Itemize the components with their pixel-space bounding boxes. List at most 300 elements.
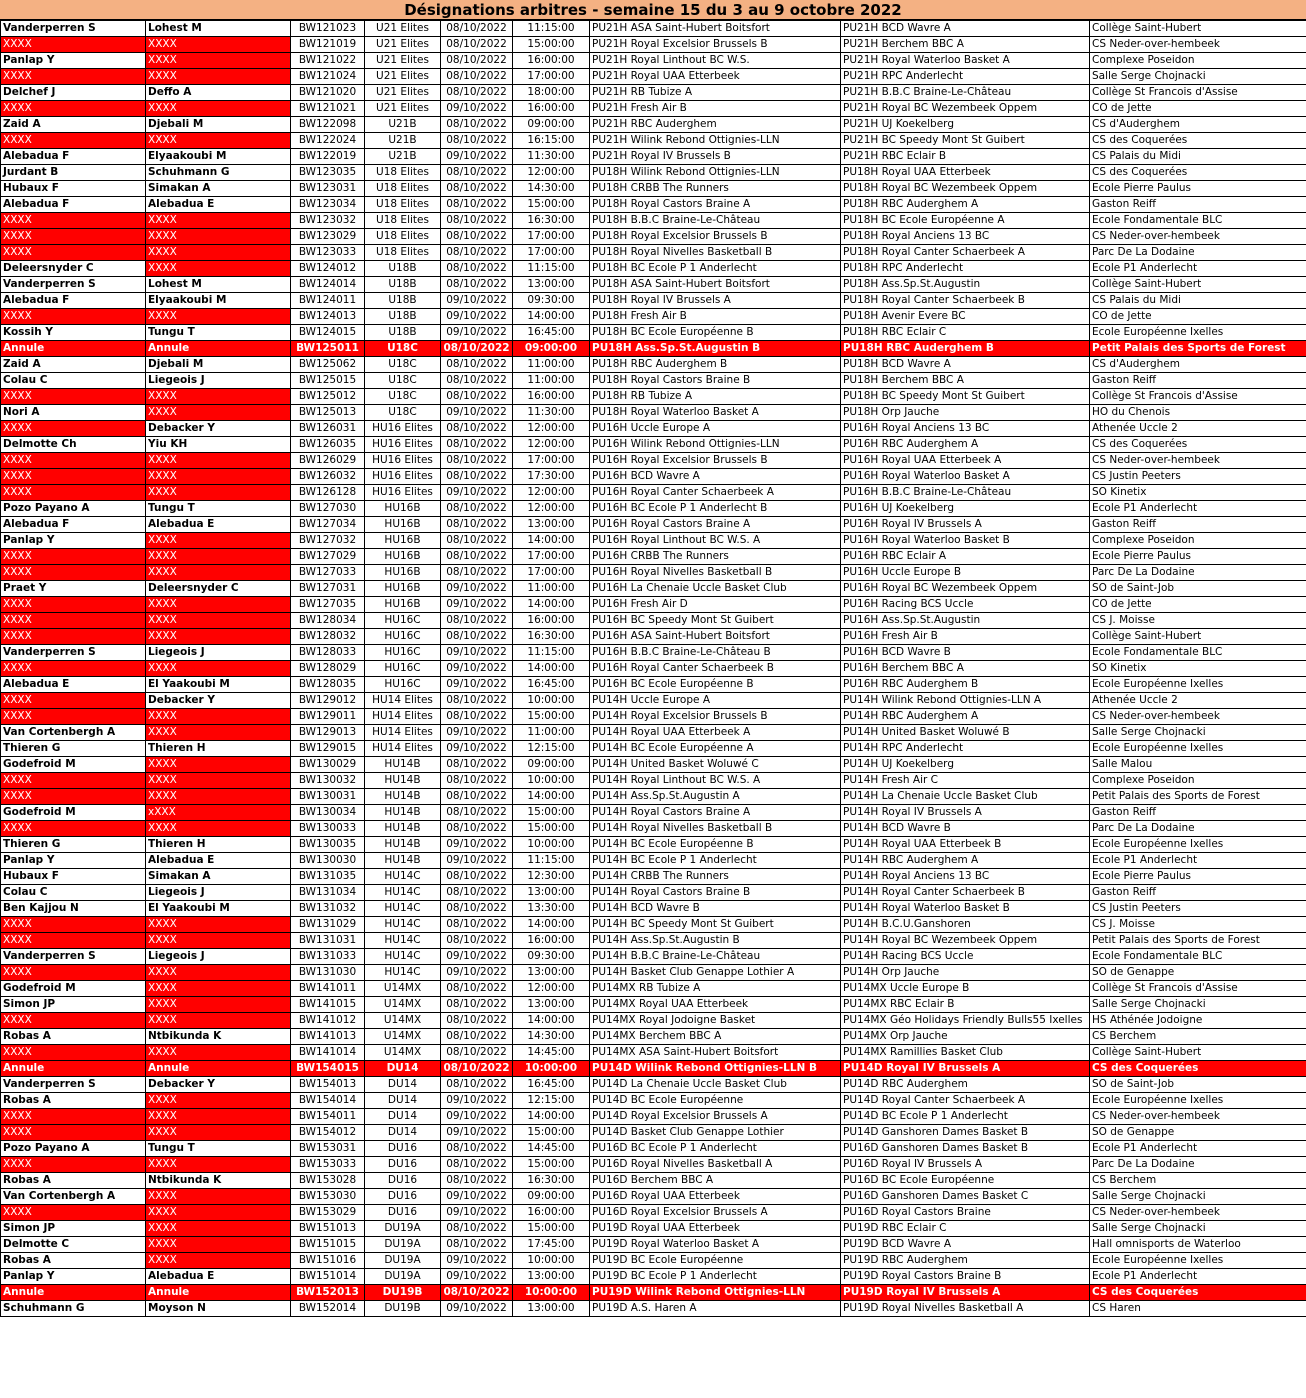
- away-team-cell: PU18H Royal Anciens 13 BC: [841, 229, 1090, 245]
- date-cell: 08/10/2022: [441, 805, 513, 821]
- match-number-cell: BW123034: [291, 197, 365, 213]
- category-cell: U21 Elites: [365, 37, 441, 53]
- match-number-cell: BW130034: [291, 805, 365, 821]
- category-cell: DU16: [365, 1205, 441, 1221]
- referee-2-cell: XXXX: [146, 1093, 291, 1109]
- away-team-cell: PU14D Royal IV Brussels A: [841, 1061, 1090, 1077]
- referee-2-cell: XXXX: [146, 53, 291, 69]
- venue-cell: CO de Jette: [1090, 597, 1306, 613]
- referee-1-cell: Thieren G: [1, 837, 146, 853]
- home-team-cell: PU19D A.S. Haren A: [590, 1301, 841, 1317]
- category-cell: DU16: [365, 1189, 441, 1205]
- match-number-cell: BW141013: [291, 1029, 365, 1045]
- match-number-cell: BW141015: [291, 997, 365, 1013]
- away-team-cell: PU14H B.C.U.Ganshoren: [841, 917, 1090, 933]
- time-cell: 13:00:00: [513, 1269, 590, 1285]
- home-team-cell: PU21H ASA Saint-Hubert Boitsfort: [590, 21, 841, 37]
- table-row: [1, 421, 1306, 437]
- away-team-cell: PU14MX Ramillies Basket Club: [841, 1045, 1090, 1061]
- date-cell: 09/10/2022: [441, 325, 513, 341]
- referee-1-cell: Kossih Y: [1, 325, 146, 341]
- home-team-cell: PU14H BC Ecole Européenne B: [590, 837, 841, 853]
- time-cell: 16:00:00: [513, 1205, 590, 1221]
- match-number-cell: BW121020: [291, 85, 365, 101]
- referee-1-cell: Vanderperren S: [1, 1077, 146, 1093]
- away-team-cell: PU14D Ganshoren Dames Basket B: [841, 1125, 1090, 1141]
- category-cell: HU14 Elites: [365, 709, 441, 725]
- away-team-cell: PU19D BCD Wavre A: [841, 1237, 1090, 1253]
- match-number-cell: BW126032: [291, 469, 365, 485]
- date-cell: 08/10/2022: [441, 533, 513, 549]
- home-team-cell: PU18H Royal Castors Braine A: [590, 197, 841, 213]
- date-cell: 09/10/2022: [441, 677, 513, 693]
- referee-2-cell: XXXX: [146, 1205, 291, 1221]
- away-team-cell: PU18H Berchem BBC A: [841, 373, 1090, 389]
- home-team-cell: PU14MX Royal UAA Etterbeek: [590, 997, 841, 1013]
- venue-cell: CS des Coquerées: [1090, 1061, 1306, 1077]
- match-number-cell: BW153030: [291, 1189, 365, 1205]
- match-number-cell: BW130033: [291, 821, 365, 837]
- away-team-cell: PU16H Fresh Air B: [841, 629, 1090, 645]
- time-cell: 16:00:00: [513, 389, 590, 405]
- date-cell: 08/10/2022: [441, 693, 513, 709]
- referee-1-cell: XXXX: [1, 965, 146, 981]
- away-team-cell: PU14D RBC Auderghem: [841, 1077, 1090, 1093]
- venue-cell: Salle Serge Chojnacki: [1090, 725, 1306, 741]
- referee-2-cell: Elyaakoubi M: [146, 149, 291, 165]
- time-cell: 13:00:00: [513, 885, 590, 901]
- referee-1-cell: Panlap Y: [1, 1269, 146, 1285]
- referee-1-cell: Van Cortenbergh A: [1, 1189, 146, 1205]
- referee-2-cell: Debacker Y: [146, 421, 291, 437]
- home-team-cell: PU18H B.B.C Braine-Le-Château: [590, 213, 841, 229]
- referee-2-cell: XXXX: [146, 1013, 291, 1029]
- category-cell: DU14: [365, 1125, 441, 1141]
- venue-cell: Gaston Reiff: [1090, 805, 1306, 821]
- time-cell: 17:00:00: [513, 453, 590, 469]
- table-row: [1, 709, 1306, 725]
- away-team-cell: PU14H UJ Koekelberg: [841, 757, 1090, 773]
- table-row: [1, 389, 1306, 405]
- away-team-cell: PU14D BC Ecole P 1 Anderlecht: [841, 1109, 1090, 1125]
- time-cell: 14:00:00: [513, 597, 590, 613]
- referee-1-cell: XXXX: [1, 1045, 146, 1061]
- venue-cell: HO du Chenois: [1090, 405, 1306, 421]
- home-team-cell: PU16D Royal UAA Etterbeek: [590, 1189, 841, 1205]
- table-row: [1, 1237, 1306, 1253]
- home-team-cell: PU19D Royal UAA Etterbeek: [590, 1221, 841, 1237]
- table-row: [1, 773, 1306, 789]
- category-cell: U21 Elites: [365, 101, 441, 117]
- home-team-cell: PU16H Royal Excelsior Brussels B: [590, 453, 841, 469]
- referee-2-cell: Deffo A: [146, 85, 291, 101]
- away-team-cell: PU14H La Chenaie Uccle Basket Club: [841, 789, 1090, 805]
- date-cell: 08/10/2022: [441, 181, 513, 197]
- referee-2-cell: Annule: [146, 1061, 291, 1077]
- away-team-cell: PU16H Berchem BBC A: [841, 661, 1090, 677]
- match-number-cell: BW154012: [291, 1125, 365, 1141]
- table-row: [1, 1189, 1306, 1205]
- venue-cell: Salle Serge Chojnacki: [1090, 69, 1306, 85]
- referee-2-cell: Annule: [146, 1285, 291, 1301]
- referee-2-cell: XXXX: [146, 965, 291, 981]
- home-team-cell: PU16H BC Ecole P 1 Anderlecht B: [590, 501, 841, 517]
- table-row: [1, 133, 1306, 149]
- referee-1-cell: XXXX: [1, 773, 146, 789]
- time-cell: 14:00:00: [513, 1109, 590, 1125]
- time-cell: 15:00:00: [513, 1125, 590, 1141]
- table-row: [1, 1205, 1306, 1221]
- home-team-cell: PU18H CRBB The Runners: [590, 181, 841, 197]
- date-cell: 09/10/2022: [441, 853, 513, 869]
- time-cell: 16:30:00: [513, 213, 590, 229]
- category-cell: HU16B: [365, 597, 441, 613]
- match-number-cell: BW121019: [291, 37, 365, 53]
- referee-2-cell: XXXX: [146, 533, 291, 549]
- referee-1-cell: XXXX: [1, 485, 146, 501]
- table-row: [1, 453, 1306, 469]
- match-number-cell: BW152014: [291, 1301, 365, 1317]
- away-team-cell: PU16H Royal IV Brussels A: [841, 517, 1090, 533]
- referee-2-cell: Alebadua E: [146, 197, 291, 213]
- away-team-cell: PU21H Royal Waterloo Basket A: [841, 53, 1090, 69]
- match-number-cell: BW125013: [291, 405, 365, 421]
- category-cell: HU16B: [365, 565, 441, 581]
- date-cell: 08/10/2022: [441, 69, 513, 85]
- home-team-cell: PU19D Wilink Rebond Ottignies-LLN: [590, 1285, 841, 1301]
- home-team-cell: PU18H Royal Nivelles Basketball B: [590, 245, 841, 261]
- away-team-cell: PU18H Royal UAA Etterbeek: [841, 165, 1090, 181]
- time-cell: 14:00:00: [513, 789, 590, 805]
- away-team-cell: PU14D Royal Canter Schaerbeek A: [841, 1093, 1090, 1109]
- referee-2-cell: XXXX: [146, 597, 291, 613]
- table-row: [1, 885, 1306, 901]
- referee-1-cell: XXXX: [1, 661, 146, 677]
- table-row: [1, 181, 1306, 197]
- time-cell: 11:00:00: [513, 725, 590, 741]
- match-number-cell: BW131030: [291, 965, 365, 981]
- category-cell: HU14B: [365, 853, 441, 869]
- time-cell: 12:00:00: [513, 981, 590, 997]
- date-cell: 08/10/2022: [441, 1045, 513, 1061]
- date-cell: 08/10/2022: [441, 1141, 513, 1157]
- away-team-cell: PU14H Royal Canter Schaerbeek B: [841, 885, 1090, 901]
- date-cell: 09/10/2022: [441, 661, 513, 677]
- referee-2-cell: Liegeois J: [146, 645, 291, 661]
- venue-cell: CS Berchem: [1090, 1173, 1306, 1189]
- referee-2-cell: XXXX: [146, 1045, 291, 1061]
- time-cell: 10:00:00: [513, 1253, 590, 1269]
- category-cell: U21 Elites: [365, 85, 441, 101]
- time-cell: 13:00:00: [513, 965, 590, 981]
- table-row: [1, 101, 1306, 117]
- match-number-cell: BW123032: [291, 213, 365, 229]
- venue-cell: Parc De La Dodaine: [1090, 245, 1306, 261]
- referee-2-cell: XXXX: [146, 1109, 291, 1125]
- table-row: [1, 789, 1306, 805]
- home-team-cell: PU14MX Berchem BBC A: [590, 1029, 841, 1045]
- referee-1-cell: Alebadua F: [1, 293, 146, 309]
- venue-cell: Ecole Européenne Ixelles: [1090, 677, 1306, 693]
- table-row: [1, 373, 1306, 389]
- match-number-cell: BW130030: [291, 853, 365, 869]
- category-cell: U21 Elites: [365, 53, 441, 69]
- venue-cell: Salle Serge Chojnacki: [1090, 1189, 1306, 1205]
- away-team-cell: PU21H BC Speedy Mont St Guibert: [841, 133, 1090, 149]
- category-cell: HU16 Elites: [365, 469, 441, 485]
- table-row: [1, 805, 1306, 821]
- away-team-cell: PU21H BCD Wavre A: [841, 21, 1090, 37]
- referee-1-cell: XXXX: [1, 693, 146, 709]
- category-cell: HU16C: [365, 661, 441, 677]
- time-cell: 15:00:00: [513, 821, 590, 837]
- venue-cell: Salle Serge Chojnacki: [1090, 1221, 1306, 1237]
- category-cell: U18C: [365, 341, 441, 357]
- referee-1-cell: Alebadua F: [1, 517, 146, 533]
- time-cell: 11:00:00: [513, 373, 590, 389]
- home-team-cell: PU14H Royal Excelsior Brussels B: [590, 709, 841, 725]
- time-cell: 09:00:00: [513, 117, 590, 133]
- match-number-cell: BW153031: [291, 1141, 365, 1157]
- home-team-cell: PU18H Ass.Sp.St.Augustin B: [590, 341, 841, 357]
- category-cell: HU14C: [365, 933, 441, 949]
- time-cell: 11:00:00: [513, 357, 590, 373]
- venue-cell: Collège St Francois d'Assise: [1090, 389, 1306, 405]
- date-cell: 09/10/2022: [441, 581, 513, 597]
- table-row: [1, 693, 1306, 709]
- away-team-cell: PU14H Orp Jauche: [841, 965, 1090, 981]
- referee-1-cell: XXXX: [1, 1013, 146, 1029]
- referee-1-cell: XXXX: [1, 933, 146, 949]
- category-cell: U18C: [365, 373, 441, 389]
- date-cell: 08/10/2022: [441, 133, 513, 149]
- away-team-cell: PU16D Ganshoren Dames Basket C: [841, 1189, 1090, 1205]
- match-number-cell: BW128035: [291, 677, 365, 693]
- away-team-cell: PU16H BCD Wavre B: [841, 645, 1090, 661]
- time-cell: 13:00:00: [513, 517, 590, 533]
- table-row: [1, 853, 1306, 869]
- venue-cell: CO de Jette: [1090, 101, 1306, 117]
- home-team-cell: PU14H Basket Club Genappe Lothier A: [590, 965, 841, 981]
- referee-1-cell: Zaid A: [1, 357, 146, 373]
- match-number-cell: BW154013: [291, 1077, 365, 1093]
- home-team-cell: PU16H Royal Linthout BC W.S. A: [590, 533, 841, 549]
- referee-2-cell: El Yaakoubi M: [146, 901, 291, 917]
- time-cell: 11:15:00: [513, 645, 590, 661]
- away-team-cell: PU21H Royal BC Wezembeek Oppem: [841, 101, 1090, 117]
- time-cell: 09:30:00: [513, 949, 590, 965]
- time-cell: 14:30:00: [513, 181, 590, 197]
- home-team-cell: PU16H B.B.C Braine-Le-Château B: [590, 645, 841, 661]
- venue-cell: SO de Saint-Job: [1090, 581, 1306, 597]
- match-number-cell: BW127034: [291, 517, 365, 533]
- referee-2-cell: Thieren H: [146, 741, 291, 757]
- referee-2-cell: Simakan A: [146, 181, 291, 197]
- category-cell: U18B: [365, 277, 441, 293]
- match-number-cell: BW130032: [291, 773, 365, 789]
- home-team-cell: PU19D BC Ecole P 1 Anderlecht: [590, 1269, 841, 1285]
- date-cell: 09/10/2022: [441, 309, 513, 325]
- referee-2-cell: Djebali M: [146, 357, 291, 373]
- referee-1-cell: XXXX: [1, 101, 146, 117]
- time-cell: 09:30:00: [513, 293, 590, 309]
- referee-2-cell: XXXX: [146, 69, 291, 85]
- time-cell: 16:00:00: [513, 933, 590, 949]
- referee-1-cell: Nori A: [1, 405, 146, 421]
- table-row: [1, 357, 1306, 373]
- table-row: [1, 597, 1306, 613]
- match-number-cell: BW127035: [291, 597, 365, 613]
- date-cell: 08/10/2022: [441, 901, 513, 917]
- table-row: [1, 645, 1306, 661]
- category-cell: HU14B: [365, 757, 441, 773]
- referee-1-cell: XXXX: [1, 629, 146, 645]
- date-cell: 09/10/2022: [441, 1125, 513, 1141]
- venue-cell: CS Neder-over-hembeek: [1090, 453, 1306, 469]
- away-team-cell: PU16D BC Ecole Européenne: [841, 1173, 1090, 1189]
- time-cell: 18:00:00: [513, 85, 590, 101]
- away-team-cell: PU14H Royal Waterloo Basket B: [841, 901, 1090, 917]
- referee-1-cell: XXXX: [1, 789, 146, 805]
- time-cell: 15:00:00: [513, 805, 590, 821]
- time-cell: 11:30:00: [513, 405, 590, 421]
- match-number-cell: BW127031: [291, 581, 365, 597]
- category-cell: HU14C: [365, 965, 441, 981]
- category-cell: HU14 Elites: [365, 741, 441, 757]
- referee-1-cell: XXXX: [1, 613, 146, 629]
- referee-2-cell: Djebali M: [146, 117, 291, 133]
- venue-cell: Collège Saint-Hubert: [1090, 21, 1306, 37]
- venue-cell: Gaston Reiff: [1090, 373, 1306, 389]
- referee-1-cell: XXXX: [1, 1157, 146, 1173]
- venue-cell: Athenée Uccle 2: [1090, 693, 1306, 709]
- referee-2-cell: XXXX: [146, 773, 291, 789]
- referee-2-cell: Thieren H: [146, 837, 291, 853]
- referee-1-cell: Ben Kajjou N: [1, 901, 146, 917]
- referee-2-cell: Simakan A: [146, 869, 291, 885]
- away-team-cell: PU19D RBC Eclair C: [841, 1221, 1090, 1237]
- time-cell: 14:30:00: [513, 1029, 590, 1045]
- referee-1-cell: Vanderperren S: [1, 645, 146, 661]
- referee-2-cell: XXXX: [146, 389, 291, 405]
- referee-1-cell: Delmotte C: [1, 1237, 146, 1253]
- category-cell: HU16C: [365, 645, 441, 661]
- table-row: [1, 117, 1306, 133]
- referee-2-cell: XXXX: [146, 1157, 291, 1173]
- match-number-cell: BW131034: [291, 885, 365, 901]
- table-row: [1, 309, 1306, 325]
- away-team-cell: PU16H Royal BC Wezembeek Oppem: [841, 581, 1090, 597]
- referee-2-cell: XXXX: [146, 549, 291, 565]
- table-body: [1, 21, 1306, 1317]
- home-team-cell: PU19D BC Ecole Européenne: [590, 1253, 841, 1269]
- home-team-cell: PU14H BC Ecole P 1 Anderlecht: [590, 853, 841, 869]
- referee-1-cell: Vanderperren S: [1, 949, 146, 965]
- venue-cell: CS Haren: [1090, 1301, 1306, 1317]
- time-cell: 16:00:00: [513, 613, 590, 629]
- time-cell: 15:00:00: [513, 1157, 590, 1173]
- match-number-cell: BW121022: [291, 53, 365, 69]
- date-cell: 08/10/2022: [441, 421, 513, 437]
- date-cell: 09/10/2022: [441, 741, 513, 757]
- match-number-cell: BW127029: [291, 549, 365, 565]
- away-team-cell: PU21H RBC Eclair B: [841, 149, 1090, 165]
- match-number-cell: BW122098: [291, 117, 365, 133]
- away-team-cell: PU16H Ass.Sp.St.Augustin: [841, 613, 1090, 629]
- category-cell: U18 Elites: [365, 245, 441, 261]
- date-cell: 08/10/2022: [441, 773, 513, 789]
- table-row: [1, 325, 1306, 341]
- away-team-cell: PU16H RBC Auderghem B: [841, 677, 1090, 693]
- referee-2-cell: XXXX: [146, 789, 291, 805]
- date-cell: 09/10/2022: [441, 597, 513, 613]
- referee-2-cell: XXXX: [146, 613, 291, 629]
- referee-2-cell: El Yaakoubi M: [146, 677, 291, 693]
- venue-cell: Petit Palais des Sports de Forest: [1090, 933, 1306, 949]
- home-team-cell: PU16H Royal Castors Braine A: [590, 517, 841, 533]
- away-team-cell: PU16H B.B.C Braine-Le-Château: [841, 485, 1090, 501]
- match-number-cell: BW123033: [291, 245, 365, 261]
- away-team-cell: PU14MX Orp Jauche: [841, 1029, 1090, 1045]
- referee-1-cell: Colau C: [1, 373, 146, 389]
- referee-2-cell: Lohest M: [146, 277, 291, 293]
- home-team-cell: PU21H RB Tubize A: [590, 85, 841, 101]
- time-cell: 14:00:00: [513, 1013, 590, 1029]
- away-team-cell: PU19D Royal Nivelles Basketball A: [841, 1301, 1090, 1317]
- home-team-cell: PU14H BC Ecole Européenne A: [590, 741, 841, 757]
- match-number-cell: BW131029: [291, 917, 365, 933]
- away-team-cell: PU16D Royal IV Brussels A: [841, 1157, 1090, 1173]
- date-cell: 08/10/2022: [441, 1029, 513, 1045]
- category-cell: HU16B: [365, 533, 441, 549]
- category-cell: U18C: [365, 405, 441, 421]
- time-cell: 09:00:00: [513, 757, 590, 773]
- table-row: [1, 485, 1306, 501]
- time-cell: 10:00:00: [513, 1285, 590, 1301]
- referee-1-cell: XXXX: [1, 917, 146, 933]
- referee-1-cell: XXXX: [1, 213, 146, 229]
- table-row: [1, 517, 1306, 533]
- referee-2-cell: Schuhmann G: [146, 165, 291, 181]
- date-cell: 09/10/2022: [441, 645, 513, 661]
- category-cell: DU16: [365, 1173, 441, 1189]
- category-cell: HU14C: [365, 917, 441, 933]
- referee-1-cell: Annule: [1, 1061, 146, 1077]
- category-cell: U14MX: [365, 1029, 441, 1045]
- table-row: [1, 1157, 1306, 1173]
- table-row: [1, 981, 1306, 997]
- venue-cell: CS des Coquerées: [1090, 133, 1306, 149]
- venue-cell: Collège Saint-Hubert: [1090, 277, 1306, 293]
- venue-cell: Ecole Fondamentale BLC: [1090, 213, 1306, 229]
- venue-cell: Hall omnisports de Waterloo: [1090, 1237, 1306, 1253]
- referee-2-cell: Moyson N: [146, 1301, 291, 1317]
- referee-2-cell: XXXX: [146, 37, 291, 53]
- category-cell: DU14: [365, 1093, 441, 1109]
- referee-1-cell: Godefroid M: [1, 805, 146, 821]
- referee-2-cell: XXXX: [146, 709, 291, 725]
- table-row: [1, 277, 1306, 293]
- home-team-cell: PU14H B.B.C Braine-Le-Château: [590, 949, 841, 965]
- venue-cell: CS Neder-over-hembeek: [1090, 37, 1306, 53]
- match-number-cell: BW153029: [291, 1205, 365, 1221]
- table-row: [1, 261, 1306, 277]
- table-row: [1, 149, 1306, 165]
- match-number-cell: BW130035: [291, 837, 365, 853]
- time-cell: 16:00:00: [513, 101, 590, 117]
- date-cell: 09/10/2022: [441, 101, 513, 117]
- away-team-cell: PU16D Ganshoren Dames Basket B: [841, 1141, 1090, 1157]
